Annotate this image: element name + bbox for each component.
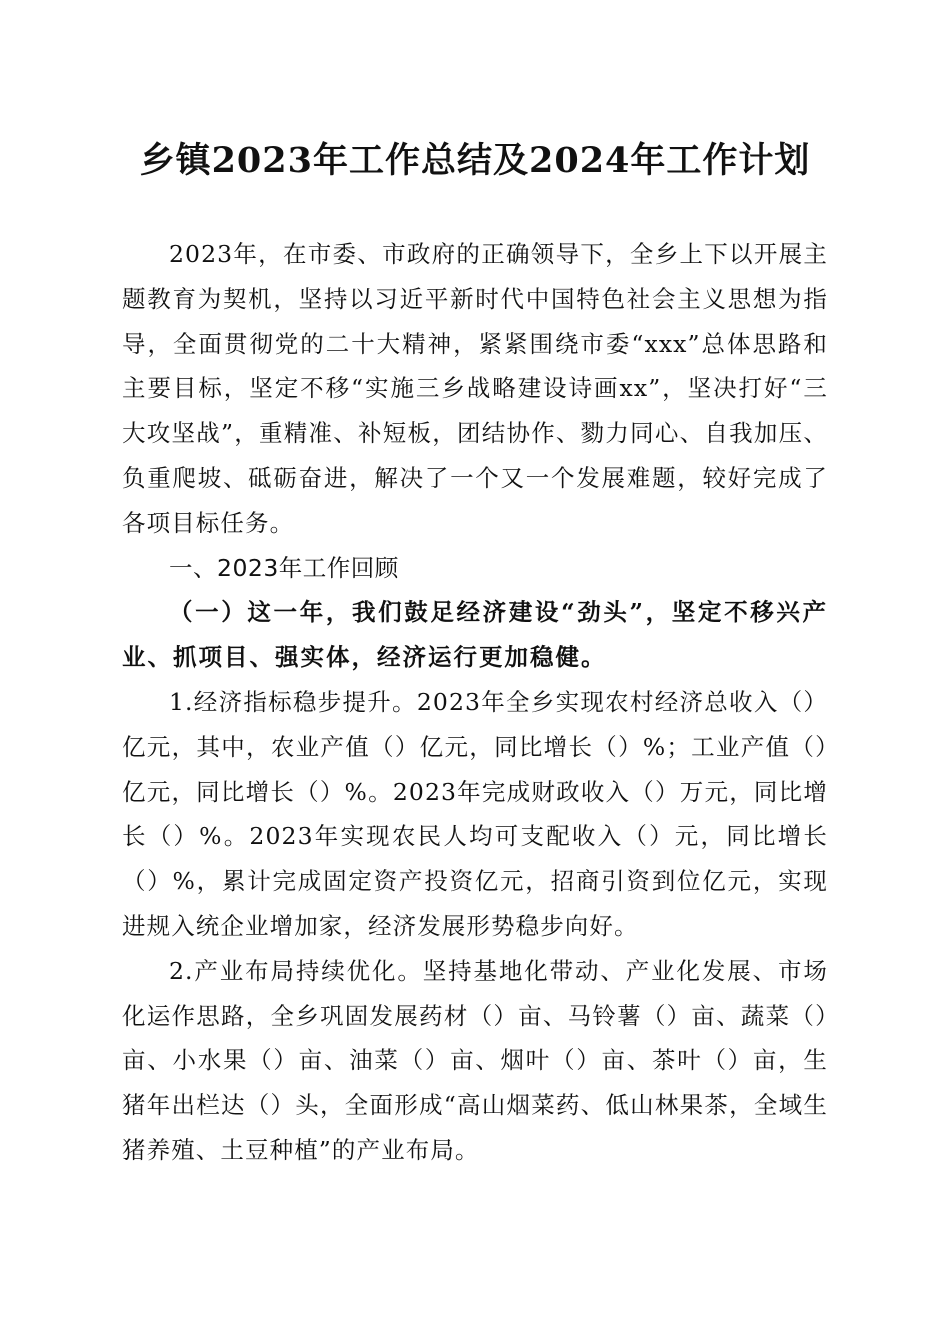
document-title: 乡镇2023年工作总结及2024年工作计划 xyxy=(139,140,811,181)
document-body xyxy=(122,232,828,1173)
subsection-heading-economy: （一）这一年，我们鼓足经济建设“劲头”，坚定不移兴产业、抓项目、强实体，经济运行更加稳健。 xyxy=(122,598,828,672)
item-economic-indicators: 1.经济指标稳步提升。2023年全乡实现农村经济总收入（）亿元，其中，农业产值（）亿元，同比增长（）%；工业产值（）亿元，同比增长（）%。2023年完成财政收入（）万元，同比增长（）%。2023年实现农民人均可支配收入（）元，同比增长（）%，累计完成固定资产投资亿元，招商引资到位亿元，实现进规入统企业增加家，经济发展形势稳步向好。 xyxy=(122,687,828,940)
intro-paragraph: 2023年，在市委、市政府的正确领导下，全乡上下以开展主题教育为契机，坚持以习近平新时代中国特色社会主义思想为指导，全面贯彻党的二十大精神，紧紧围绕市委“xxx”总体思路和主要目标，坚定不移“实施三乡战略建设诗画xx”，坚决打好“三大攻坚战”，重精准、补短板，团结协作、勠力同心、自我加压、负重爬坡、砥砺奋进，解决了一个又一个发展难题，较好完成了各项目标任务。 xyxy=(122,240,828,537)
item-industry-layout: 2.产业布局持续优化。坚持基地化带动、产业化发展、市场化运作思路，全乡巩固发展药材（）亩、马铃薯（）亩、蔬菜（）亩、小水果（）亩、油菜（）亩、烟叶（）亩、茶叶（）亩，生猪年出栏达（）头，全面形成“高山烟菜药、低山林果茶，全域生猪养殖、土豆种植”的产业布局。 xyxy=(122,956,828,1164)
section-heading-review: 一、2023年工作回顾 xyxy=(169,553,399,582)
